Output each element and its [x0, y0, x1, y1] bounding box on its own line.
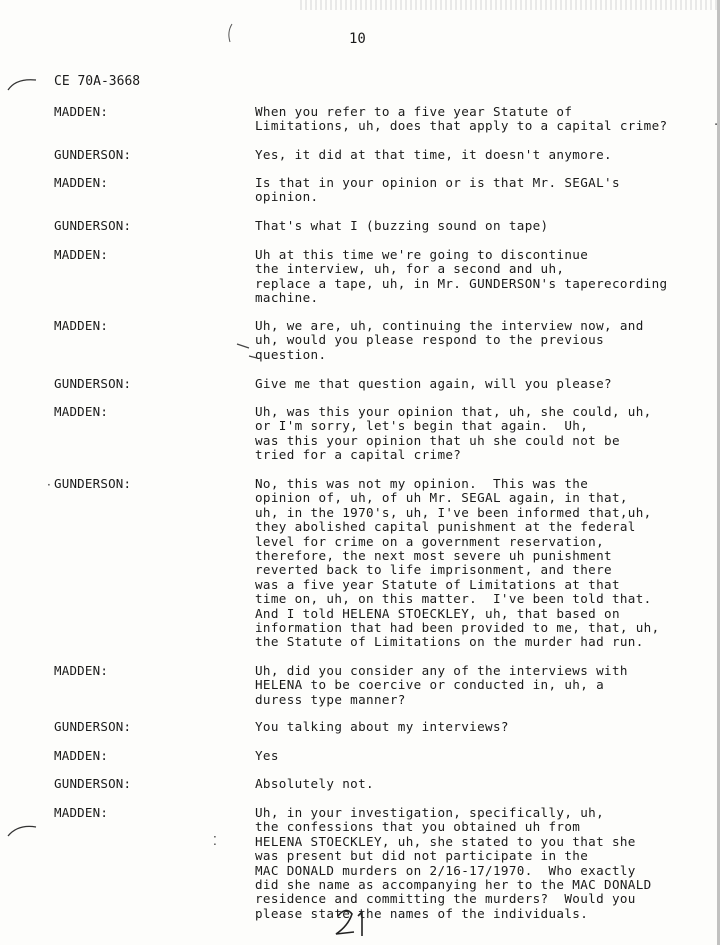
speaker-label: GUNDERSON:: [54, 776, 132, 791]
speaker-label: MADDEN:: [54, 247, 109, 262]
speaker-label: MADDEN:: [54, 318, 109, 333]
speech-text: Uh, was this your opinion that, uh, she could, uh, or I'm sorry, let's begin that again. Uh, was this your opinion that uh she could not be tried for a capital crime?: [255, 404, 652, 463]
speaker-label: MADDEN:: [54, 175, 109, 190]
speaker-label: GUNDERSON:: [54, 476, 132, 491]
speech-text: Yes, it did at that time, it doesn't anymore.: [255, 147, 612, 162]
speech-text: Uh, we are, uh, continuing the interview now, and uh, would you please respond to the previous question.: [255, 318, 644, 362]
pencil-stroke-mark: [224, 22, 238, 44]
speech-text: Uh at this time we're going to discontinue the interview, uh, for a second and uh, replace a tape, uh, in Mr. GUNDERSON's taperecording machine.: [255, 247, 668, 306]
margin-dot: ·: [714, 118, 719, 133]
speaker-label: GUNDERSON:: [54, 719, 132, 734]
speech-text: No, this was not my opinion. This was the opinion of, uh, of uh Mr. SEGAL again, in that, uh, in the 1970's, uh, I've been informed that,uh, they abolished capital punishment at the federal level for crime on a government reservation, therefore, the next most severe uh punishment reverted back to life imprisonment, and there was a five year Statute of Limitations at that time on, uh, on this matter. I've been told that. And I told HELENA STOECKLEY, uh, that based on information that had been provided to me, that, uh, the Statute of Limitations on the murder had run.: [255, 476, 660, 650]
speaker-label: GUNDERSON:: [54, 218, 132, 233]
speech-text: Absolutely not.: [255, 776, 374, 791]
speaker-label: GUNDERSON:: [54, 147, 132, 162]
handwritten-page-mark-drawing: [332, 904, 380, 940]
page-number: 10: [349, 31, 366, 47]
speech-text: You talking about my interviews?: [255, 719, 509, 734]
speaker-label: MADDEN:: [54, 404, 109, 419]
margin-dot: ·: [47, 478, 51, 492]
speech-text: When you refer to a five year Statute of Limitations, uh, does that apply to a capital crime?: [255, 104, 668, 134]
speech-text: That's what I (buzzing sound on tape): [255, 218, 549, 233]
scan-noise-top: [300, 0, 720, 10]
speaker-label: MADDEN:: [54, 104, 109, 119]
speech-text: Is that in your opinion or is that Mr. SEGAL's opinion.: [255, 175, 620, 205]
speech-text: Uh, in your investigation, specifically, uh, the confessions that you obtained uh from HELENA STOECKLEY, uh, she stated to you that she was present but did not participate in the MAC DONALD murders on 2/16-17/1970. Who exactly did she name as accompanying her to the MAC DONALD residence and committing the murders? Would you please state the names of the individuals.: [255, 805, 652, 921]
document-id: CE 70A-3668: [54, 74, 141, 89]
pencil-hook-mark: [6, 76, 40, 94]
speaker-label: GUNDERSON:: [54, 376, 132, 391]
speaker-label: MADDEN:: [54, 663, 109, 678]
speaker-label: MADDEN:: [54, 805, 109, 820]
speech-text: Give me that question again, will you please?: [255, 376, 612, 391]
speech-text: Uh, did you consider any of the interviews with HELENA to be coercive or conducted in, uh, a duress type manner?: [255, 663, 628, 707]
speech-text: Yes: [255, 748, 279, 763]
speaker-label: MADDEN:: [54, 748, 109, 763]
margin-dot: ⁚: [213, 834, 217, 848]
pencil-hook-mark: [6, 822, 40, 840]
pencil-tick-mark: [235, 336, 259, 366]
